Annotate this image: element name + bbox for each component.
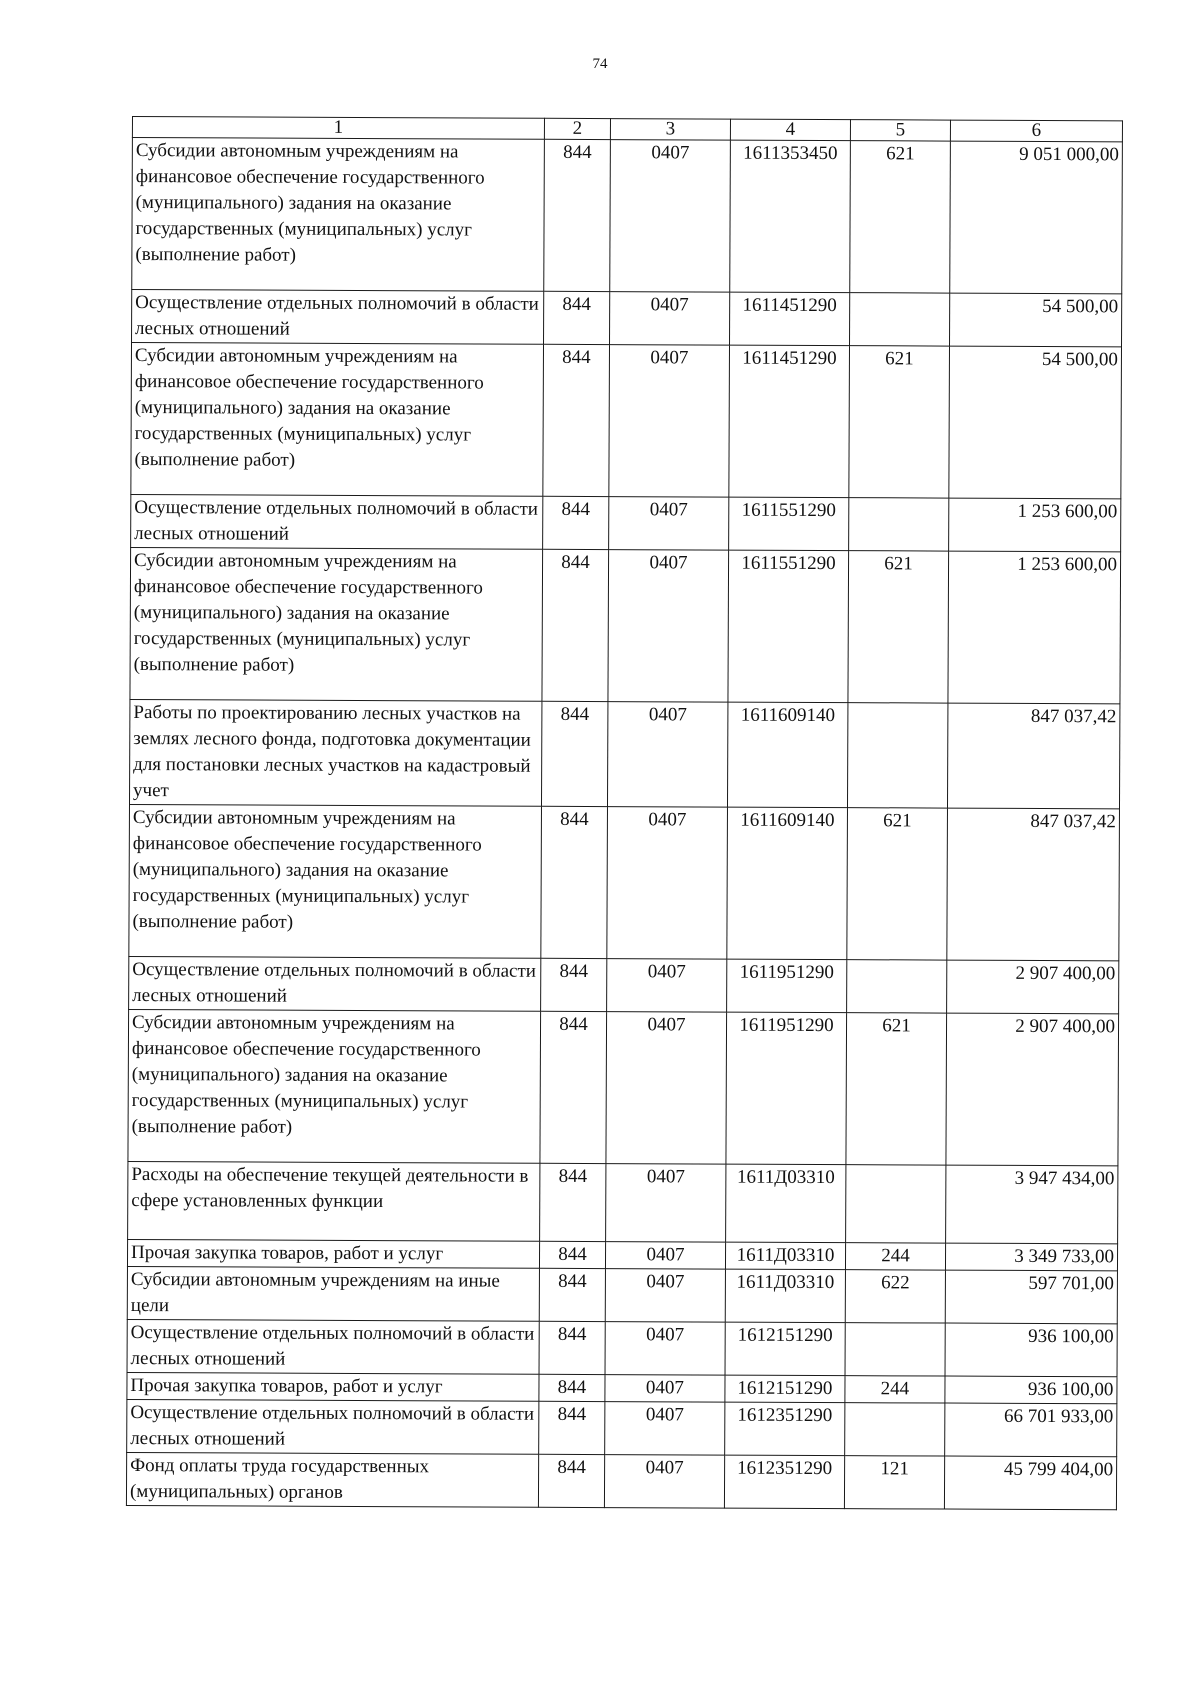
row-grbs: 844 [541,958,607,1011]
row-sum: 936 100,00 [945,1323,1117,1377]
row-grbs: 844 [541,701,607,806]
row-type [845,1323,945,1376]
table-row [127,1266,1117,1323]
row-sum: 847 037,42 [947,808,1120,961]
row-section: 0407 [610,140,731,293]
row-target: 1612351290 [724,1455,844,1509]
row-type: 621 [850,141,951,293]
row-target: 1611Д03310 [725,1242,845,1270]
row-target: 1611951290 [727,959,847,1013]
table-row [126,1452,1116,1509]
row-name: Прочая закупка товаров, работ и услуг [127,1372,539,1401]
row-name: Субсидии автономным учреждениям на финансовое обеспечение государственного (муниципального) задания на оказание государственных (муниципальных) услуг (выполнение работ) [132,138,545,292]
table-row [132,290,1122,347]
table-row [131,494,1121,551]
row-type [849,498,949,551]
row-section: 0407 [605,1322,725,1376]
row-type: 621 [848,551,949,703]
row-grbs: 844 [543,496,609,549]
row-section: 0407 [605,1269,725,1323]
row-sum: 1 253 600,00 [949,498,1121,552]
row-type [845,1403,945,1456]
row-section: 0407 [607,959,727,1013]
row-section: 0407 [607,807,728,960]
row-grbs: 844 [540,1011,607,1163]
row-sum: 45 799 404,00 [944,1456,1116,1510]
row-grbs: 844 [539,1374,605,1401]
table-row [129,804,1120,960]
row-grbs: 844 [539,1268,605,1321]
table-row [130,547,1121,703]
row-section: 0407 [605,1402,725,1456]
row-grbs: 844 [542,549,609,701]
row-target: 1611609140 [727,807,848,960]
row-name: Субсидии автономным учреждениям на финансовое обеспечение государственного (муниципального) задания на оказание государственных (муниципальных) услуг (выполнение работ) [130,547,543,701]
row-sum: 54 500,00 [949,346,1122,499]
table-row [131,343,1122,499]
row-section: 0407 [609,345,730,498]
row-grbs: 844 [544,291,610,344]
row-section: 0407 [604,1455,724,1509]
row-name: Субсидии автономным учреждениям на финансовое обеспечение государственного (муниципального) задания на оказание государственных (муниципальных) услуг (выполнение работ) [129,804,542,958]
row-target: 1611Д03310 [725,1269,845,1323]
row-type [850,293,950,346]
table-row [127,1239,1117,1270]
row-section: 0407 [607,702,727,808]
row-type [847,703,947,808]
row-section: 0407 [608,550,729,703]
row-target: 1611951290 [726,1012,847,1165]
row-target: 1611609140 [727,702,847,808]
row-name: Работы по проектированию лесных участков на землях лесного фонда, подготовка документации для постановки лесных участков на кадастровый учет [129,699,541,806]
table-row [132,138,1123,294]
row-sum: 1 253 600,00 [948,551,1121,704]
table-row [129,956,1119,1013]
row-section: 0407 [605,1375,725,1403]
header-col-6: 6 [950,120,1122,142]
row-target: 1611Д03310 [726,1164,846,1243]
row-sum: 3 947 434,00 [946,1165,1118,1244]
row-type: 621 [846,1013,947,1165]
row-sum: 847 037,42 [947,703,1119,809]
header-col-4: 4 [730,119,850,141]
row-name: Осуществление отдельных полномочий в области лесных отношений [129,956,541,1011]
row-grbs: 844 [539,1401,605,1454]
row-target: 1611451290 [730,292,850,346]
table-row [127,1319,1117,1376]
row-sum: 9 051 000,00 [950,141,1123,294]
table-row [127,1372,1117,1403]
row-type: 622 [845,1270,945,1323]
row-name: Субсидии автономным учреждениям на финансовое обеспечение государственного (муниципального) задания на оказание государственных (муниципальных) услуг (выполнение работ) [128,1009,541,1163]
header-col-5: 5 [850,120,950,141]
row-target: 1611451290 [729,345,850,498]
table-row [128,1009,1119,1165]
row-target: 1612351290 [725,1402,845,1456]
row-name: Осуществление отдельных полномочий в области лесных отношений [127,1399,539,1454]
row-name: Расходы на обеспечение текущей деятельности в сфере установленных функции [128,1161,540,1241]
row-type: 621 [849,346,950,498]
row-sum: 54 500,00 [950,293,1122,347]
row-type: 121 [844,1456,944,1509]
row-grbs: 844 [540,1163,606,1241]
row-name: Осуществление отдельных полномочий в области лесных отношений [132,290,544,345]
row-name: Прочая закупка товаров, работ и услуг [127,1239,539,1268]
table-row [128,1161,1118,1243]
row-sum: 936 100,00 [945,1376,1117,1404]
header-col-1: 1 [132,117,544,140]
row-grbs: 844 [539,1241,605,1268]
row-target: 1612151290 [725,1375,845,1403]
row-name: Субсидии автономным учреждениям на иные цели [127,1266,539,1321]
row-section: 0407 [606,1012,727,1165]
row-type: 244 [845,1243,945,1270]
row-sum: 66 701 933,00 [945,1403,1117,1457]
row-type [846,1165,946,1243]
row-sum: 2 907 400,00 [946,1013,1119,1166]
row-section: 0407 [609,497,729,551]
row-sum: 597 701,00 [945,1270,1117,1324]
row-target: 1611551290 [728,550,849,703]
row-section: 0407 [605,1242,725,1270]
row-target: 1611551290 [729,497,849,551]
budget-table [126,116,1123,1510]
row-type: 621 [847,808,948,960]
row-type [847,960,947,1013]
row-grbs: 844 [544,139,611,291]
row-type: 244 [845,1376,945,1403]
header-col-2: 2 [544,118,610,139]
row-name: Субсидии автономным учреждениям на финансовое обеспечение государственного (муниципального) задания на оказание государственных (муниципальных) услуг (выполнение работ) [131,343,544,497]
row-section: 0407 [606,1164,726,1243]
row-name: Фонд оплаты труда государственных (муниципальных) органов [126,1452,538,1507]
table-row [129,699,1119,808]
row-grbs: 844 [541,806,608,958]
row-grbs: 844 [543,344,610,496]
row-sum: 3 349 733,00 [945,1243,1117,1271]
row-name: Осуществление отдельных полномочий в области лесных отношений [131,494,543,549]
row-target: 1611353450 [730,140,851,293]
row-grbs: 844 [538,1454,604,1507]
row-target: 1612151290 [725,1322,845,1376]
row-sum: 2 907 400,00 [947,960,1119,1014]
row-name: Осуществление отдельных полномочий в области лесных отношений [127,1319,539,1374]
header-col-3: 3 [610,119,730,141]
row-grbs: 844 [539,1321,605,1374]
row-section: 0407 [610,292,730,346]
page-number: 74 [592,56,608,72]
table-row [127,1399,1117,1456]
